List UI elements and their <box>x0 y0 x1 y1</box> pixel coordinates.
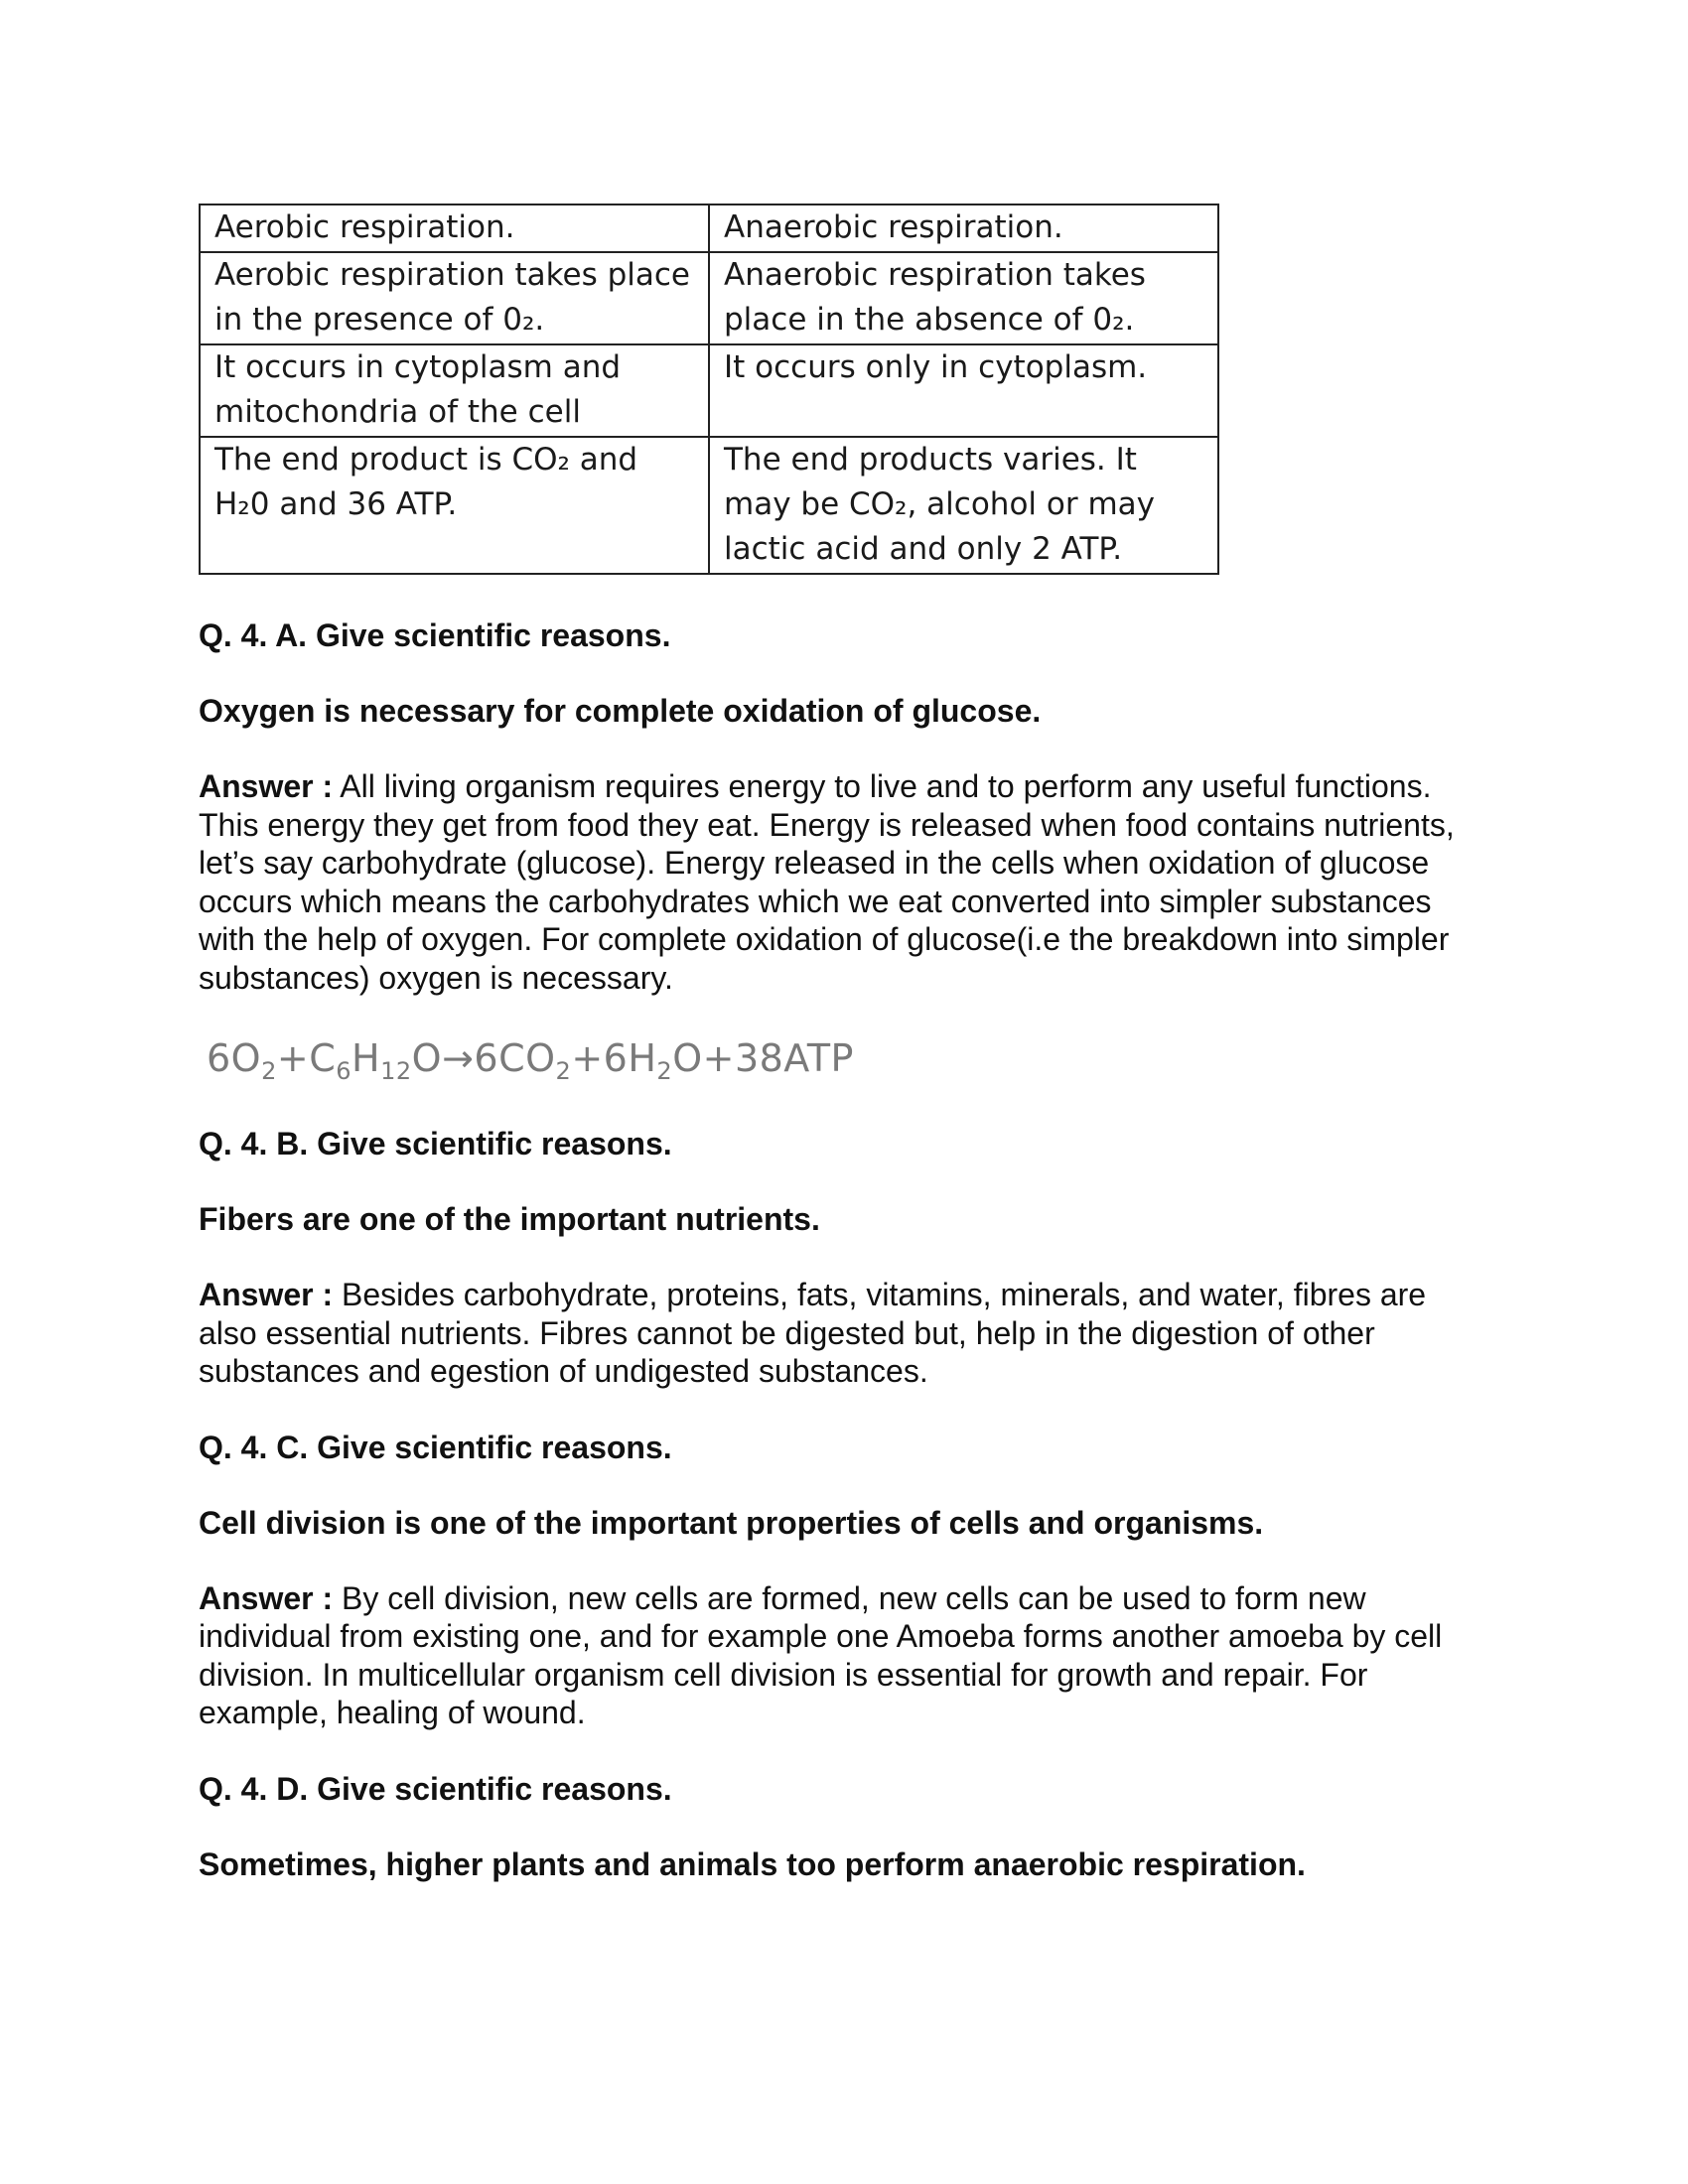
table-row <box>200 344 1218 437</box>
answer-text: All living organism requires energy to live and to perform any useful functions. This energy they get from food they eat. Energy is released when food contains nutrients, let’s say carbohydrate (glucose). Energy released in the cells when oxidation of glucose occurs which means the carbohydrates which we eat converted into simpler substances with the help of oxygen. For complete oxidation of glucose(i.e the breakdown into simpler substances) oxygen is necessary. <box>199 768 1455 996</box>
question-4b-heading: Q. 4. B. Give scientific reasons. <box>199 1126 672 1161</box>
question-4d-statement: Sometimes, higher plants and animals too perform anaerobic respiration. <box>199 1845 1306 1882</box>
table-row <box>200 437 1218 574</box>
table-cell: The end products varies. It may be CO₂, alcohol or may lactic acid and only 2 ATP. <box>709 437 1218 574</box>
table-cell: Anaerobic respiration takes place in the absence of 0₂. <box>709 252 1218 344</box>
answer-label: Answer : <box>199 1579 334 1616</box>
question-4c-answer <box>199 1579 1489 1732</box>
table-row <box>200 205 1218 252</box>
table-cell: It occurs in cytoplasm and mitochondria of the cell <box>200 344 709 437</box>
question-4a-answer <box>199 767 1489 997</box>
answer-text: By cell division, new cells are formed, new cells can be used to form new individual from existing one, and for example one Amoeba forms another amoeba by cell division. In multicellular organism cell division is essential for growth and repair. For example, healing of wound. <box>199 1579 1443 1730</box>
question-4c-heading: Q. 4. C. Give scientific reasons. <box>199 1429 672 1465</box>
question-4a-statement: Oxygen is necessary for complete oxidation of glucose. <box>199 693 1042 729</box>
answer-label: Answer : <box>199 1277 334 1312</box>
question-4b-answer <box>199 1276 1489 1391</box>
table-cell: Aerobic respiration. <box>200 205 709 252</box>
respiration-equation: $6O_2+C_6H_{12}O\to 6CO_2+6H_2O+38ATP$ <box>207 1036 854 1085</box>
document-page <box>199 204 1489 1883</box>
table-cell: Aerobic respiration takes place in the presence of 0₂. <box>200 252 709 344</box>
question-4b-statement: Fibers are one of the important nutrients. <box>199 1201 820 1237</box>
answer-label: Answer : <box>199 768 334 804</box>
respiration-comparison-table <box>199 204 1219 575</box>
table-cell: It occurs only in cytoplasm. <box>709 344 1218 437</box>
question-4d-heading: Q. 4. D. Give scientific reasons. <box>199 1770 672 1807</box>
question-4a-heading: Q. 4. A. Give scientific reasons. <box>199 617 671 653</box>
table-cell: Anaerobic respiration. <box>709 205 1218 252</box>
table-cell: The end product is CO₂ and H₂0 and 36 ATP. <box>200 437 709 574</box>
question-4c-statement: Cell division is one of the important properties of cells and organisms. <box>199 1504 1264 1541</box>
table-row <box>200 252 1218 344</box>
answer-text: Besides carbohydrate, proteins, fats, vitamins, minerals, and water, fibres are also essential nutrients. Fibres cannot be digested but, help in the digestion of other substances and egestion of undigested substances. <box>199 1277 1427 1389</box>
